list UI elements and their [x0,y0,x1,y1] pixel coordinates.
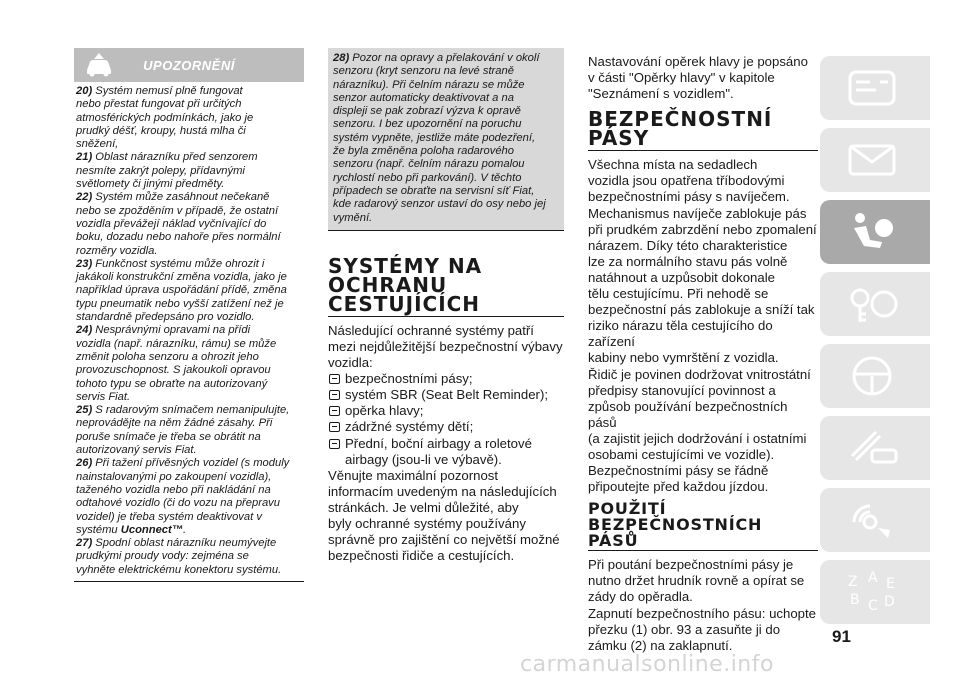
warning-title: UPOZORNĚNÍ [143,57,235,73]
key-ignition-icon [846,282,902,326]
section-outro: Věnujte maximální pozornost informacím uvedeným na následujících stránkách. Je velmi důležité, aby byly ochranné systémy používány správně pro zajištění co největší možné bezpečnosti řidiče a cestujících. [328,467,560,564]
checkbox-bullet-icon [329,439,340,449]
heading-divider [328,316,564,317]
tab-driving[interactable] [820,344,930,408]
alphabet-index-icon [846,570,902,614]
checkbox-bullet-icon [329,422,340,432]
svg-text:B: B [850,592,860,608]
checkbox-bullet-icon [329,390,340,400]
svg-text:Z: Z [848,574,858,590]
list-item: bezpečnostními pásy; [328,371,564,387]
envelope-warning-icon [846,138,902,182]
watermark: carmanualsonline.info [520,652,774,677]
section-heading-seat-belts: BEZPEČNOSTNÍ PÁSY [588,107,773,151]
list-item: opěrka hlavy; [328,403,564,419]
svg-text:D: D [884,594,895,610]
middle-column [328,48,564,564]
subheading-belt-use: POUŽITÍ BEZPEČNOSTNÍCH PÁSŮ [588,499,763,551]
tab-warnings[interactable] [820,128,930,192]
tab-start-drive[interactable] [820,272,930,336]
navigation-satellite-icon [846,498,902,542]
warning-item-22: 22) Systém může zasáhnout nečekaně nebo se zpožděním v případě, že ostatní vozidla převážejí náklad vyčnívající do boku, dozadu nebo nahoře přes normální rozměry vozidla. [76,191,281,257]
warning-item-28: 28) Pozor na opravy a přelakování v okolí senzoru (kryt senzoru na levé straně nárazníku). Při čelním nárazu se může senzor automaticky deaktivovat a na displeji se pak zobrazí výzva k opravě senzoru. I bez upozornění na poruchu systém vypněte, jestliže máte podezření, že byla změněna poloha radarového senzoru (např. čelním nárazu pomalou rychlostí nebo při parkování). V těchto případech se obraťte na servisní síť Fiat, kde radarový senzor ustaví do osy nebo jej vymění. [328,48,564,231]
right-column [588,54,818,654]
warning-item-26: 26) Při tažení přívěsných vozidel (s moduly nainstalovanými po zakoupení vozidla), taženého vozidla nebo při nakládání na odtahové vozidlo (či do vozu na přepravu vozidel) je třeba systém deaktivovat v systému Uconnect™. [76,457,290,536]
page-number: 91 [832,627,851,646]
list-item: zádržné systémy dětí; [328,419,564,435]
warning-item-23: 23) Funkčnost systému může ohrozit i jakákoli konstrukční změna vozidla, jako je například úprava uspořádání přídě, změna typu pneumatik nebo vyšší zatížení než je standardně předepsáno pro vozidlo. [76,257,287,324]
heading-divider [588,550,818,551]
warnings-column [74,48,304,582]
heading-divider [588,150,818,151]
tab-safety[interactable] [820,200,930,264]
seat-belts-body: Všechna místa na sedadlech vozidla jsou opatřena tříbodovými bezpečnostními pásy s navíječem. Mechanismus navíječe zablokuje pás při prudkém zabrzdění nebo zpomalení nárazem. Díky této charakteristice lze za normálního stavu pás volně natáhnout a uzpůsobit dokonale tělu cestujícímu. Při nehodě se bezpečnostní pás zablokuje a sníží tak riziko nárazu těla cestujícího do zařízení kabiny nebo vymrštění z vozidla. Řidič je povinen dodržovat vnitrostátní předpisy stanovující povinnost a způsob používání bezpečnostních pásů (a zajistit jejich dodržování i ostatními osobami cestujícími ve vozidle). Bezpečnostními pásy se řádně připoutejte před každou jízdou. [588,157,817,495]
steering-wheel-icon [846,354,902,398]
tab-emergency[interactable] [820,416,930,480]
warning-item-21: 21) Oblast nárazníku před senzorem nesmíte zakrýt polepy, přídavnými světlomety či jinými předměty. [76,151,258,191]
tab-index[interactable] [820,560,930,624]
belt-use-body: Při poutání bezpečnostními pásy je nutno držet hrudník rovně a opírat se zády do opěradla. Zapnutí bezpečnostního pásu: uchopte přezku (1) obr. 93 a zasuňte ji do zámku (2) na zaklapnutí. [588,557,817,653]
headrest-reference: Nastavování opěrek hlavy je popsáno v části "Opěrky hlavy" v kapitole "Seznámení s vozidlem". [588,54,808,102]
list-item: Přední, boční airbagy a roletové airbagy (jsou-li ve výbavě). [328,436,564,468]
airbag-person-icon [846,210,902,254]
svg-text:C: C [868,598,878,614]
section-heading-protection-systems: SYSTÉMY NA OCHRANU CESTUJÍCÍCH [328,253,483,316]
warning-item-24: 24) Nesprávnými opravami na přídi vozidla (např. nárazníku, rámu) se může změnit poloha senzoru a ohrozit jeho provozuschopnost. S jakoukoli opravou tohoto typu se obraťte na autorizovaný servis Fiat. [76,324,277,403]
svg-text:A: A [868,570,878,586]
warning-header [74,48,304,82]
tab-car-dashboard[interactable] [820,56,930,120]
car-dashboard-icon [846,66,902,110]
list-item: systém SBR (Seat Belt Reminder); [328,387,564,403]
section-intro: Následující ochranné systémy patří mezi nejdůležitější bezpečnostní výbavy vozidla: [328,322,563,371]
checkbox-bullet-icon [329,406,340,416]
tab-multimedia[interactable] [820,488,930,552]
warning-item-27: 27) Spodní oblast nárazníku neumývejte prudkými proudy vody: zejména se vyhněte elektrickému konektoru systému. [76,537,282,576]
warning-item-20: 20) Systém nemusí plně fungovat nebo přestat fungovat při určitých atmosférických podmínkách, jako je prudký déšť, kroupy, hustá mlha či sněžení, [76,85,254,151]
warning-item-25: 25) S radarovým snímačem nemanipulujte, neprovádějte na něm žádné zásahy. Při poruše snímače je třeba se obrátit na autorizovaný servis Fiat. [76,404,290,457]
warning-list [74,82,304,582]
checkbox-bullet-icon [329,374,340,384]
protection-systems-list [328,371,564,468]
svg-text:E: E [886,576,895,592]
wrench-car-icon [846,426,902,470]
